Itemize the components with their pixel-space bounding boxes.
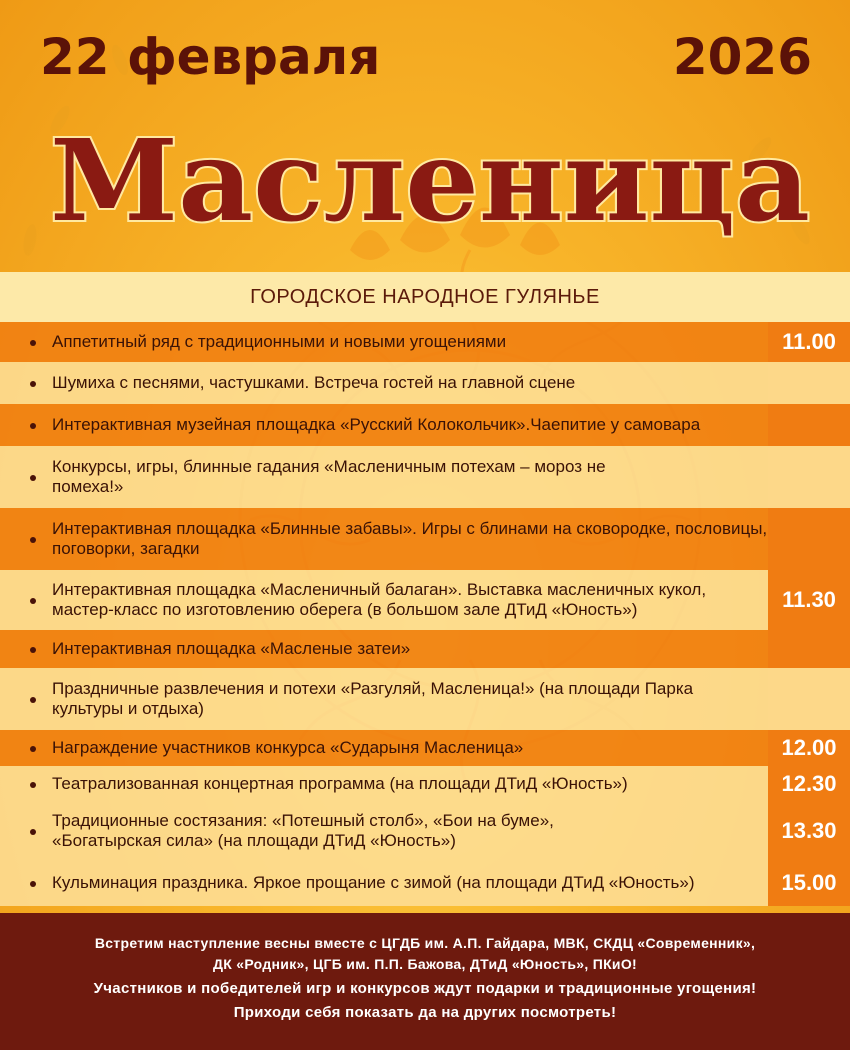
bullet-icon (30, 881, 36, 887)
bullet-icon (30, 746, 36, 752)
schedule-item-text: Аппетитный ряд с традиционными и новыми угощениями (52, 332, 507, 351)
schedule-item (0, 668, 768, 730)
event-date: 22 февраля (40, 28, 381, 86)
schedule-row (0, 404, 850, 446)
schedule-time (768, 446, 850, 508)
bullet-icon (30, 782, 36, 788)
bullet-icon (30, 537, 36, 543)
schedule-item (0, 322, 768, 362)
schedule-row (0, 322, 850, 362)
poster-header (0, 0, 850, 272)
footer-line-2: ДК «Родник», ЦГБ им. П.П. Бажова, ДТиД «Юность», ПКиО! (213, 956, 637, 972)
schedule-item-text: Интерактивная площадка «Масленичный балаган». Выставка масленичных кукол, мастер-класс по изготовлению оберега (в большом зале ДТиД «Юность») (52, 580, 707, 619)
schedule-item-text: Праздничные развлечения и потехи «Разгуляй, Масленица!» (на площади Парка культуры и отдыха) (52, 679, 694, 718)
schedule-time (768, 362, 850, 404)
schedule-item-text: Конкурсы, игры, блинные гадания «Масленичным потехам – мороз не помеха!» (52, 457, 606, 496)
schedule-item-text: Награждение участников конкурса «Сударыня Масленица» (52, 738, 524, 757)
bullet-icon (30, 647, 36, 653)
bullet-icon (30, 340, 36, 346)
schedule-row (0, 766, 850, 802)
bullet-icon (30, 475, 36, 481)
schedule-item (0, 802, 768, 860)
footer (0, 913, 850, 1050)
schedule-item (0, 630, 768, 668)
schedule-time: 12.30 (768, 766, 850, 802)
schedule-item (0, 404, 768, 446)
bullet-icon (30, 423, 36, 429)
title-text: Масленица (50, 118, 810, 247)
footer-line-4: Приходи себя показать да на других посмотреть! (233, 1004, 617, 1021)
schedule-time: 11.00 (768, 322, 850, 362)
schedule-row (0, 860, 850, 906)
bullet-icon (30, 829, 36, 835)
schedule-item (0, 570, 768, 630)
schedule-row (0, 730, 850, 766)
schedule-time: 12.00 (768, 730, 850, 766)
schedule-item (0, 766, 768, 802)
schedule-item-text: Театрализованная концертная программа (на площади ДТиД «Юность») (52, 774, 628, 793)
schedule-item-text: Интерактивная музейная площадка «Русский Колокольчик».Чаепитие у самовара (52, 415, 701, 434)
poster-title (40, 118, 820, 248)
schedule-row (0, 668, 850, 730)
subtitle-bar (0, 272, 850, 322)
schedule-item (0, 362, 768, 404)
schedule-time (768, 404, 850, 446)
schedule-time: 15.00 (768, 860, 850, 906)
event-year: 2026 (672, 28, 812, 86)
schedule-item (0, 860, 768, 906)
schedule-item (0, 508, 768, 570)
schedule-row (0, 508, 850, 570)
schedule-row (0, 802, 850, 860)
schedule-time (768, 508, 850, 570)
schedule-time (768, 668, 850, 730)
subtitle: ГОРОДСКОЕ НАРОДНОЕ ГУЛЯНЬЕ (250, 285, 600, 308)
schedule-time (768, 630, 850, 668)
schedule-item-text: Шумиха с песнями, частушками. Встреча гостей на главной сцене (52, 373, 576, 392)
schedule-time: 13.30 (768, 802, 850, 860)
schedule-row (0, 446, 850, 508)
footer-line-1: Встретим наступление весны вместе с ЦГДБ им. А.П. Гайдара, МВК, СКДЦ «Современник», (94, 935, 756, 951)
footer-line-3: Участников и победителей игр и конкурсов ждут подарки и традиционные угощения! (93, 980, 757, 997)
schedule-row (0, 362, 850, 404)
schedule-time: 11.30 (768, 570, 850, 630)
schedule-row (0, 630, 850, 668)
schedule-item (0, 730, 768, 766)
schedule-item (0, 446, 768, 508)
schedule-row (0, 570, 850, 630)
schedule-item-text: Интерактивная площадка «Блинные забавы». Игры с блинами на сковородке, пословицы, поговорки, загадки (52, 519, 768, 558)
schedule-item-text: Кульминация праздника. Яркое прощание с зимой (на площади ДТиД «Юность») (52, 873, 695, 892)
bullet-icon (30, 598, 36, 604)
bullet-icon (30, 697, 36, 703)
schedule-list (0, 322, 850, 906)
schedule-item-text: Интерактивная площадка «Масленые затеи» (52, 639, 411, 658)
schedule-item-text: Традиционные состязания: «Потешный столб», «Бои на буме», «Богатырская сила» (на площади ДТиД «Юность») (52, 811, 554, 850)
bullet-icon (30, 381, 36, 387)
